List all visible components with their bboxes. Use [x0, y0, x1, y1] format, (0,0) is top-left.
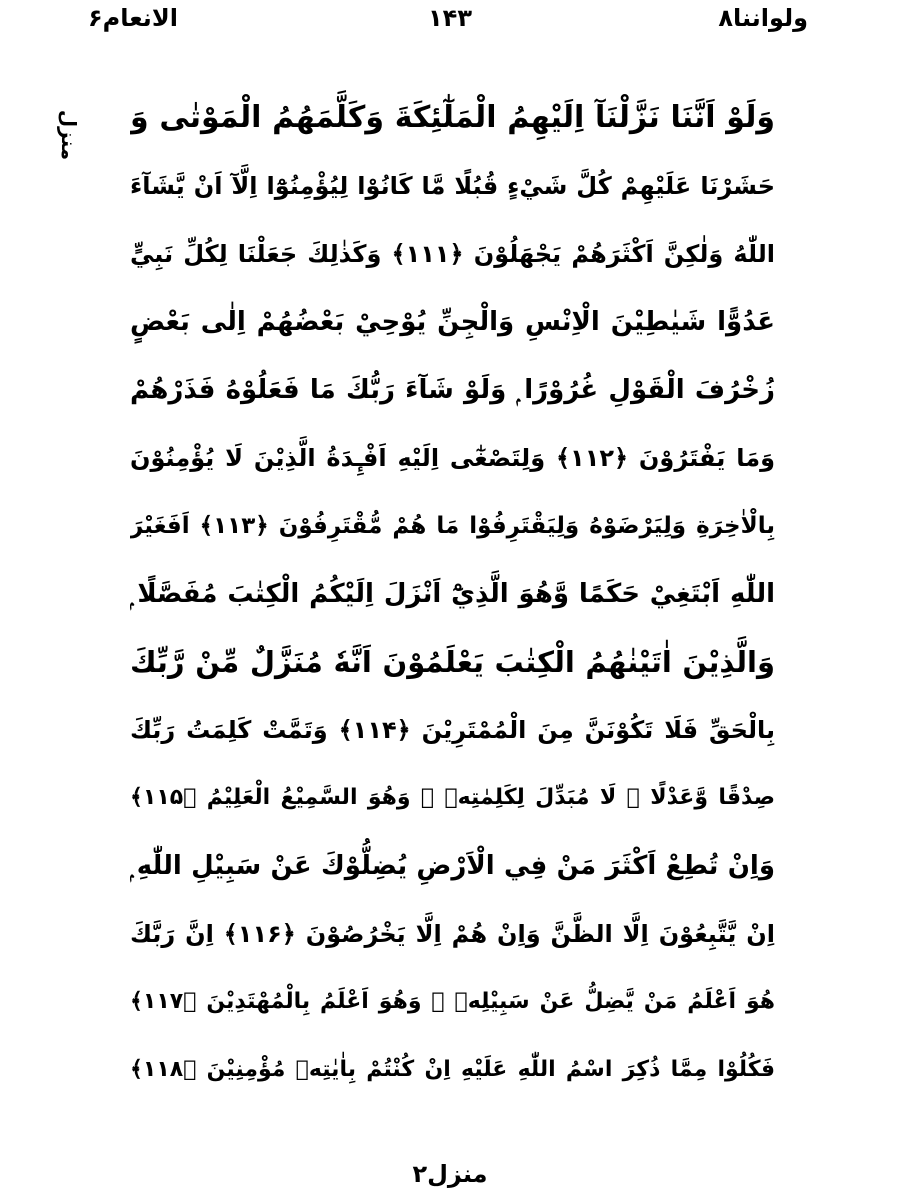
text-line-12: وَاِنْ تُطِعْ اَكْثَرَ مَنْ فِي الْاَرْضِ يُضِلُّوْكَ عَنْ سَبِيْلِ اللّٰهِ ۭ	[130, 851, 775, 881]
quran-text-block	[130, 86, 775, 1102]
text-line-13: اِنْ يَّتَّبِعُوْنَ اِلَّا الظَّنَّ وَاِنْ هُمْ اِلَّا يَخْرُصُوْنَ ﴿۱۱۶﴾ اِنَّ رَبَّكَ	[130, 920, 775, 948]
page-number: ۱۴۳	[428, 4, 472, 32]
surah-name: الانعام۶	[88, 4, 178, 32]
text-line-9: وَالَّذِيْنَ اٰتَيْنٰهُمُ الْكِتٰبَ يَعْلَمُوْنَ اَنَّهٗ مُنَزَّلٌ مِّنْ رَّبِّكَ	[130, 645, 775, 679]
text-line-8: اللّٰهِ اَبْتَغِيْ حَكَمًا وَّهُوَ الَّذِيْٓ اَنْزَلَ اِلَيْكُمُ الْكِتٰبَ مُفَصَّلًا ۭ	[130, 579, 775, 609]
text-line-10: بِالْحَقِّ فَلَا تَكُوْنَنَّ مِنَ الْمُمْتَرِيْنَ ﴿۱۱۴﴾ وَتَمَّتْ كَلِمَتُ رَبِّكَ	[130, 716, 775, 744]
text-line-1: وَلَوْ اَنَّنَا نَزَّلْنَآ اِلَيْهِمُ الْمَلٰٓئِكَةَ وَكَلَّمَهُمُ الْمَوْتٰى وَ	[130, 100, 775, 135]
text-line-3: اللّٰهُ وَلٰكِنَّ اَكْثَرَهُمْ يَجْهَلُوْنَ ﴿۱۱۱﴾ وَكَذٰلِكَ جَعَلْنَا لِكُلِّ نَبِيٍّ	[130, 240, 775, 268]
text-line-11: صِدْقًا وَّعَدْلًا ۭ لَا مُبَدِّلَ لِكَلِمٰتِهٖ ۚ وَهُوَ السَّمِيْعُ الْعَلِيْمُ ﴿۱۱۵﴾	[130, 785, 775, 810]
text-line-4: عَدُوًّا شَيٰطِيْنَ الْاِنْسِ وَالْجِنِّ يُوْحِيْ بَعْضُهُمْ اِلٰى بَعْضٍ	[130, 307, 775, 337]
page-header	[0, 0, 900, 48]
manzil-footer: منزل۲	[412, 1160, 488, 1188]
text-line-5: زُخْرُفَ الْقَوْلِ غُرُوْرًا ۭ وَلَوْ شَآءَ رَبُّكَ مَا فَعَلُوْهُ فَذَرْهُمْ	[130, 375, 775, 405]
margin-note-text: منزل	[57, 109, 81, 161]
juz-name: ولواننا۸	[718, 4, 808, 32]
text-line-14: هُوَ اَعْلَمُ مَنْ يَّضِلُّ عَنْ سَبِيْلِهٖ ۚ وَهُوَ اَعْلَمُ بِالْمُهْتَدِيْنَ ﴿۱۱۷﴾	[130, 989, 775, 1014]
margin-note	[44, 100, 94, 170]
text-line-15: فَكُلُوْا مِمَّا ذُكِرَ اسْمُ اللّٰهِ عَلَيْهِ اِنْ كُنْتُمْ بِاٰيٰتِهٖ مُؤْمِنِيْنَ ﴿۱۱۸﴾	[130, 1057, 775, 1082]
text-line-7: بِالْاٰخِرَةِ وَلِيَرْضَوْهُ وَلِيَقْتَرِفُوْا مَا هُمْ مُّقْتَرِفُوْنَ ﴿۱۱۳﴾ اَفَغَيْرَ	[130, 513, 775, 539]
text-line-2: حَشَرْنَا عَلَيْهِمْ كُلَّ شَيْءٍ قُبُلًا مَّا كَانُوْا لِيُؤْمِنُوْٓا اِلَّآ اَنْ يَّشَآءَ	[130, 172, 775, 200]
text-line-6: وَمَا يَفْتَرُوْنَ ﴿۱۱۲﴾ وَلِتَصْغٰٓى اِلَيْهِ اَفْـِٕدَةُ الَّذِيْنَ لَا يُؤْمِنُوْنَ	[130, 444, 775, 472]
